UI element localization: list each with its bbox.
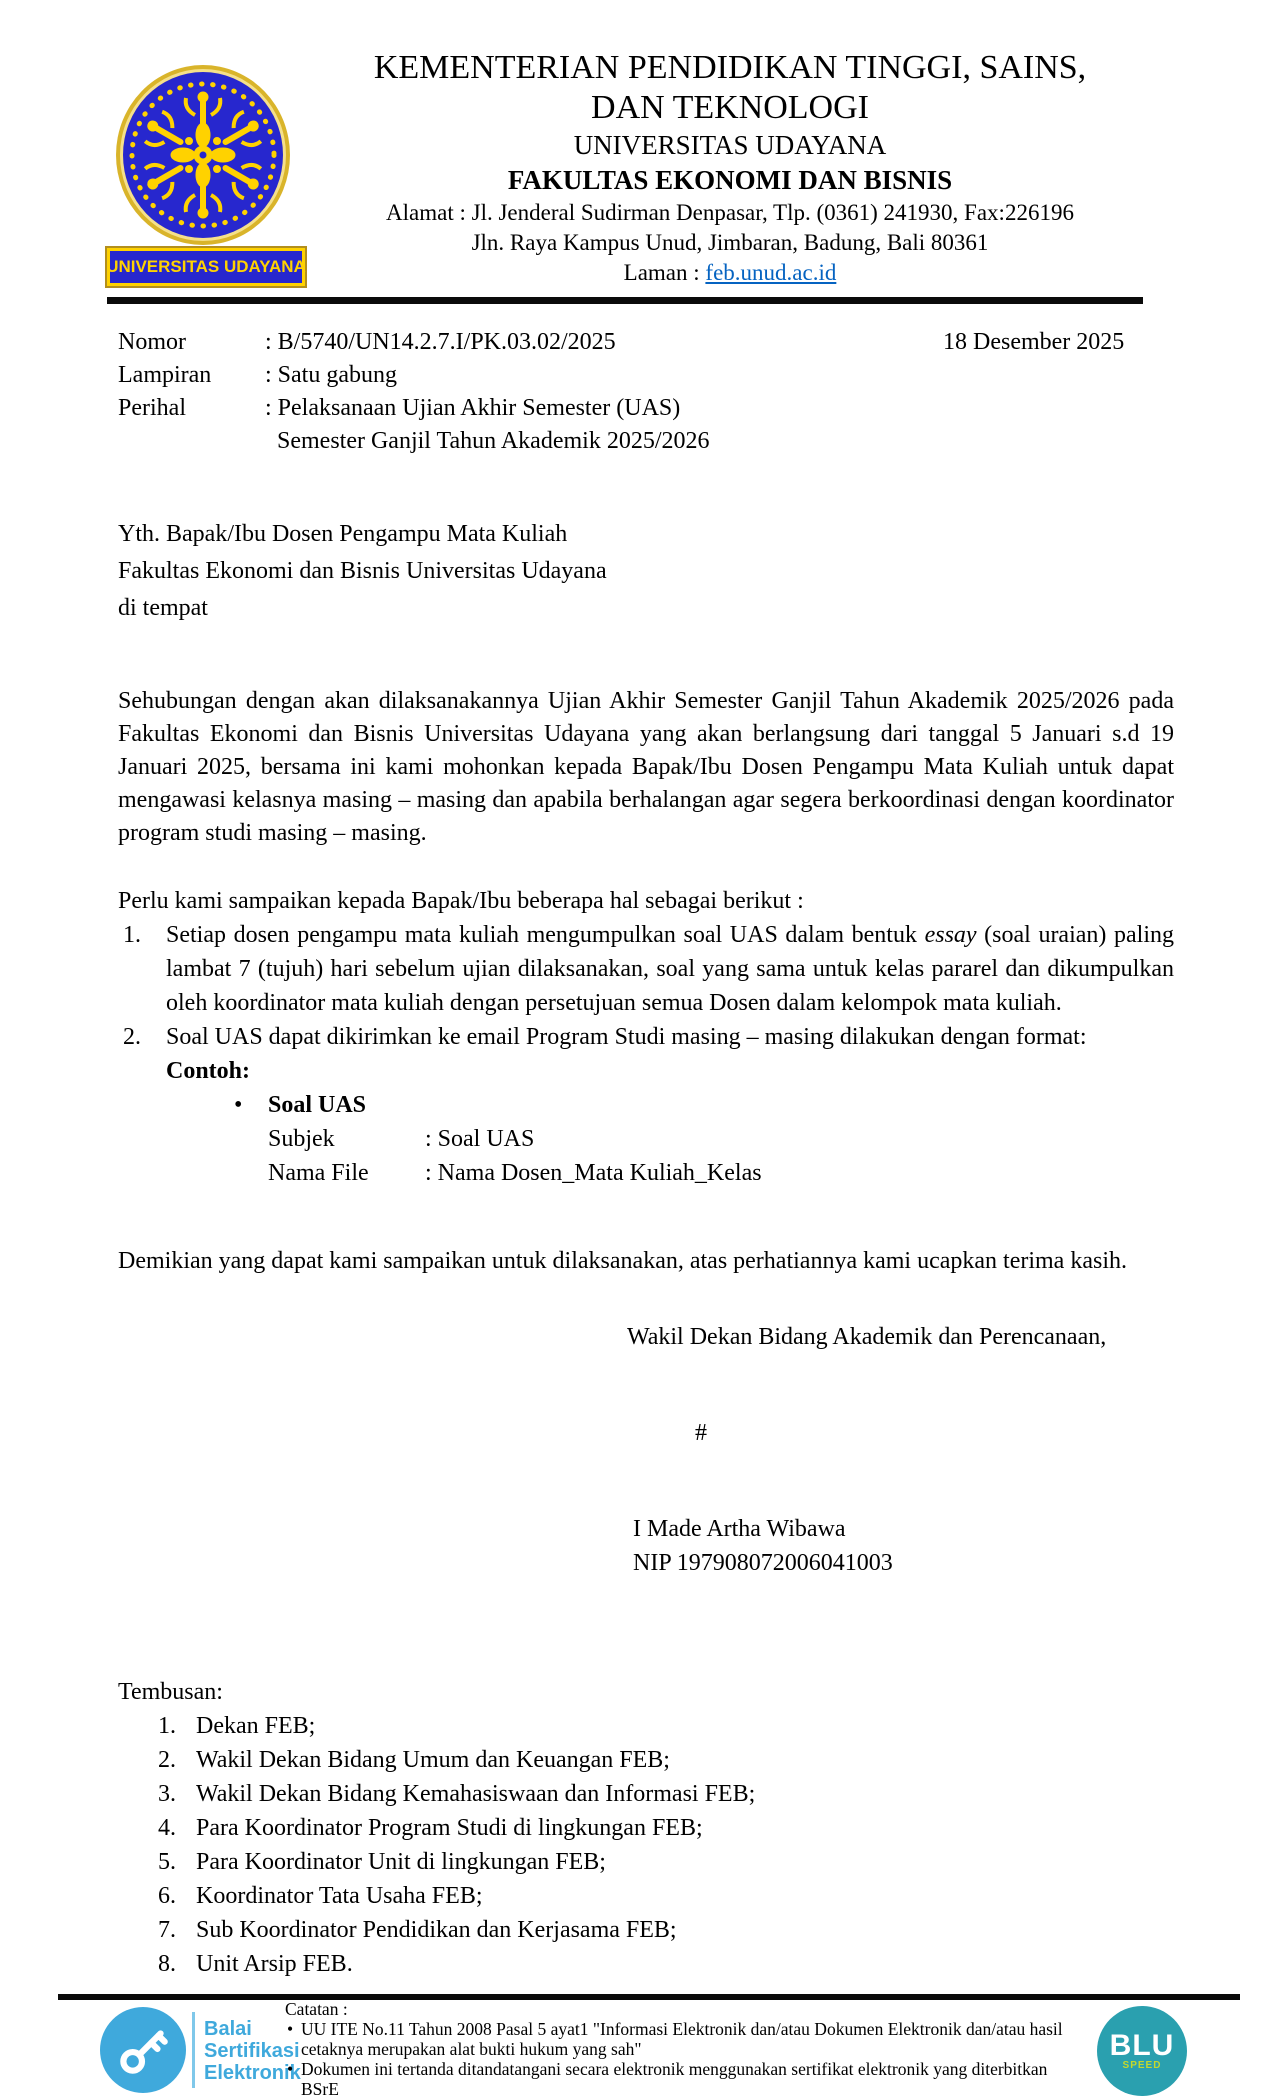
website-label: Laman : — [623, 260, 706, 285]
signature-placeholder: # — [695, 1420, 707, 1446]
tembusan-item: Wakil Dekan Bidang Kemahasiswaan dan Informasi FEB; — [196, 1781, 756, 1807]
letter-date: 18 Desember 2025 — [943, 329, 1125, 355]
item1-text-post: (soal uraian) paling lambat 7 (tujuh) hari sebelum ujian dilaksanakan, soal yang sama untuk kelas pararel dan dikumpulkan oleh koordinator mata kuliah dengan persetujuan semua Dosen dalam kelompok mata kuliah. — [166, 922, 1174, 1016]
item1-text-italic: essay — [924, 922, 977, 948]
tembusan-item: Dekan FEB; — [196, 1713, 316, 1739]
list-item-2 — [118, 1020, 1174, 1190]
list-item-1 — [118, 918, 1174, 1020]
catatan-label: Catatan : — [285, 1999, 348, 2019]
logo-banner-label: UNIVERSITAS UDAYANA — [106, 257, 306, 276]
letter-meta — [118, 326, 709, 458]
signatory-name: I Made Artha Wibawa — [633, 1516, 846, 1542]
tembusan-item: Para Koordinator Program Studi di lingkungan FEB; — [196, 1815, 703, 1841]
letterhead — [300, 48, 1160, 288]
website-link[interactable]: feb.unud.ac.id — [705, 260, 837, 285]
opening-paragraph: Sehubungan dengan akan dilaksanakannya Ujian Akhir Semester Ganjil Tahun Akademik 2025/2026 pada Fakultas Ekonomi dan Bisnis Universitas Udayana yang akan berlangsung dari tanggal 5 Januari s.d 19 Januari 2025, bersama ini kami mohonkan kepada Bapak/Ibu Dosen Pengampu Mata Kuliah untuk dapat mengawasi kelasnya masing – masing dan apabila berhalangan agar segera berkoordinasi dengan koordinator program studi masing – masing. — [118, 688, 1174, 846]
recipient-block — [118, 516, 607, 627]
bsre-key-icon — [100, 2007, 186, 2093]
meta-value: : Satu gabung — [265, 362, 397, 388]
meta-label: Perihal — [118, 395, 186, 421]
bullet-icon: • — [234, 1092, 243, 1118]
item1-text-pre: Setiap dosen pengampu mata kuliah mengumpulkan soal UAS dalam bentuk — [166, 922, 925, 948]
meta-row-perihal — [118, 392, 709, 425]
blu-speed-logo-icon — [1097, 2006, 1187, 2096]
address-line2: Jln. Raya Kampus Unud, Jimbaran, Badung, Bali 80361 — [471, 230, 989, 255]
footer-note: • Dokumen ini tertanda ditandatangani secara elektronik menggunakan sertifikat elektronik yang diterbitkan BSrE — [285, 2059, 1085, 2099]
meta-perihal-line2: Semester Ganjil Tahun Akademik 2025/2026 — [277, 428, 710, 454]
blu-sub-label: SPEED — [1122, 2059, 1162, 2071]
tembusan-item: Wakil Dekan Bidang Umum dan Keuangan FEB; — [196, 1747, 670, 1773]
points-list — [118, 918, 1174, 1190]
bsre-line2: Sertifikasi — [204, 2040, 300, 2062]
udayana-logo-icon — [115, 64, 291, 246]
meta-label: Nomor — [118, 329, 186, 355]
meta-row-lampiran — [118, 359, 709, 392]
recipient-line1: Yth. Bapak/Ibu Dosen Pengampu Mata Kuliah — [118, 521, 568, 547]
bsre-line3: Elektronik — [204, 2062, 301, 2084]
website-line — [300, 258, 1160, 288]
university-name: UNIVERSITAS UDAYANA — [573, 130, 887, 160]
recipient-line3: di tempat — [118, 595, 208, 621]
example-row-namafile — [268, 1156, 1174, 1190]
udayana-logo-banner — [107, 248, 305, 286]
tembusan-item: Para Koordinator Unit di lingkungan FEB; — [196, 1849, 606, 1875]
bsre-line1: Balai — [204, 2018, 252, 2040]
meta-label: Lampiran — [118, 362, 212, 388]
closing-paragraph: Demikian yang dapat kami sampaikan untuk dilaksanakan, atas perhatiannya kami ucapkan terima kasih. — [118, 1248, 1127, 1274]
meta-value: : Pelaksanaan Ujian Akhir Semester (UAS) — [265, 395, 681, 421]
tembusan-block — [118, 1675, 755, 1981]
tembusan-title: Tembusan: — [118, 1679, 223, 1705]
signatory-identity — [633, 1512, 893, 1580]
blu-wordmark: BLU — [1109, 2028, 1175, 2062]
faculty-name: FAKULTAS EKONOMI DAN BISNIS — [507, 165, 953, 195]
address-line1: Alamat : Jl. Jenderal Sudirman Denpasar, Tlp. (0361) 241930, Fax:226196 — [386, 200, 1074, 225]
example-row-subjek — [268, 1122, 1174, 1156]
example-value: : Soal UAS — [425, 1126, 535, 1152]
list-intro: Perlu kami sampaikan kepada Bapak/Ibu beberapa hal sebagai berikut : — [118, 888, 804, 914]
example-label: Nama File — [268, 1160, 369, 1186]
recipient-line2: Fakultas Ekonomi dan Bisnis Universitas Udayana — [118, 558, 607, 584]
bsre-divider — [192, 2012, 195, 2088]
signatory-title: Wakil Dekan Bidang Akademik dan Perencanaan, — [627, 1324, 1107, 1350]
example-label: Subjek — [268, 1126, 335, 1152]
tembusan-item: Sub Koordinator Pendidikan dan Kerjasama FEB; — [196, 1917, 677, 1943]
footer-notes — [285, 1999, 1085, 2099]
tembusan-item: Koordinator Tata Usaha FEB; — [196, 1883, 483, 1909]
tembusan-item: Unit Arsip FEB. — [196, 1951, 353, 1977]
example-bullet-title: Soal UAS — [268, 1092, 367, 1118]
ministry-name-line2: DAN TEKNOLOGI — [591, 89, 869, 126]
item2-text: Soal UAS dapat dikirimkan ke email Program Studi masing – masing dilakukan dengan format: — [166, 1024, 1087, 1050]
example-bullet-row — [234, 1088, 1174, 1122]
footer-note: • UU ITE No.11 Tahun 2008 Pasal 5 ayat1 "Informasi Elektronik dan/atau Dokumen Elektronik dan/atau hasil cetaknya merupakan alat bukti hukum yang sah" — [285, 2019, 1085, 2059]
letterhead-divider — [107, 297, 1143, 304]
example-value: : Nama Dosen_Mata Kuliah_Kelas — [425, 1160, 762, 1186]
signatory-nip: NIP 197908072006041003 — [633, 1550, 893, 1576]
contoh-label: Contoh: — [166, 1058, 251, 1084]
ministry-name-line1: KEMENTERIAN PENDIDIKAN TINGGI, SAINS, — [373, 49, 1087, 86]
meta-row-nomor — [118, 326, 709, 359]
meta-value: : B/5740/UN14.2.7.I/PK.03.02/2025 — [265, 329, 616, 355]
